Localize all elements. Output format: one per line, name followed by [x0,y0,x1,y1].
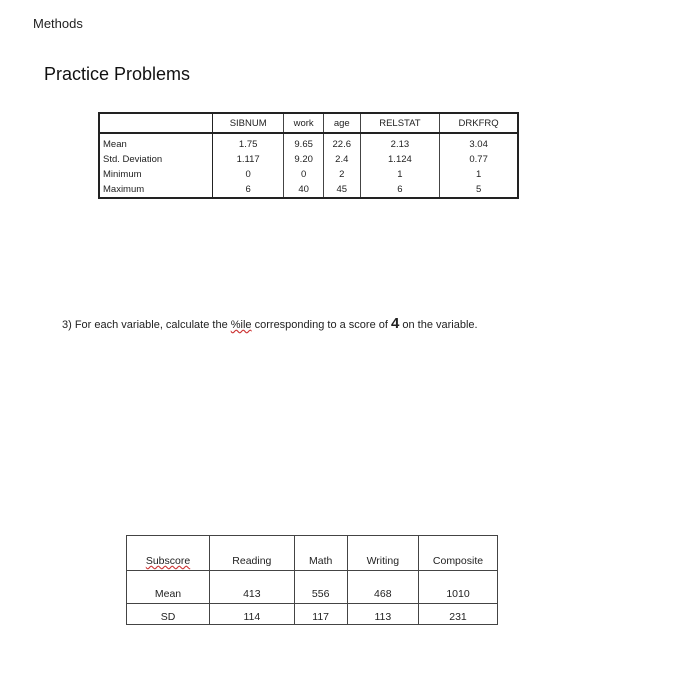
cell: 40 [284,182,324,198]
cell: 2 [323,167,360,182]
header-cell [99,113,213,133]
cell: 231 [419,604,498,625]
cell: 9.20 [284,152,324,167]
question-score: 4 [390,315,400,332]
question-part: on the variable. [399,319,478,331]
cell: 6 [360,182,440,198]
page-title: Practice Problems [44,64,191,84]
row-label: Mean [99,133,213,152]
cell: 468 [347,571,418,604]
subscore-table [126,535,498,625]
cell: 2.13 [360,133,440,152]
cell: 1.75 [213,133,284,152]
table-row [99,152,518,167]
cell: 3.04 [440,133,518,152]
cell: 1010 [419,571,498,604]
header-cell: DRKFRQ [440,113,518,133]
header-cell: Composite [419,536,498,571]
cell: 0.77 [440,152,518,167]
row-label: Minimum [99,167,213,182]
header-cell: work [284,113,324,133]
header-cell: SIBNUM [213,113,284,133]
cell: 6 [213,182,284,198]
table-row [99,133,518,152]
question-part: corresponding to a score of [251,319,391,331]
table-row [127,604,498,625]
cell: 117 [294,604,347,625]
cell: 1 [360,167,440,182]
descriptive-stats-table [98,112,519,199]
header-cell [127,536,210,571]
cell: 1.124 [360,152,440,167]
question-part: %ile [230,319,252,331]
cell: 9.65 [284,133,324,152]
header-cell: Math [294,536,347,571]
header-cell: RELSTAT [360,113,440,133]
header-cell: age [323,113,360,133]
row-label: Maximum [99,182,213,198]
table-header-row [99,113,518,133]
row-label: Mean [127,571,210,604]
cell: 556 [294,571,347,604]
header-label: Subscore [145,555,191,567]
table-row [99,182,518,198]
question-text [62,315,478,332]
cell: 1 [440,167,518,182]
cell: 114 [210,604,295,625]
cell: 2.4 [323,152,360,167]
table-row [127,571,498,604]
cell: 413 [210,571,295,604]
table-header-row [127,536,498,571]
cell: 5 [440,182,518,198]
cell: 1.117 [213,152,284,167]
row-label: SD [127,604,210,625]
table-row [99,167,518,182]
row-label: Std. Deviation [99,152,213,167]
cell: 45 [323,182,360,198]
cell: 22.6 [323,133,360,152]
section-label: Methods [33,16,83,31]
header-cell: Reading [210,536,295,571]
cell: 0 [213,167,284,182]
cell: 0 [284,167,324,182]
question-part: 3) For each variable, calculate the [62,319,231,331]
header-cell: Writing [347,536,418,571]
cell: 113 [347,604,418,625]
